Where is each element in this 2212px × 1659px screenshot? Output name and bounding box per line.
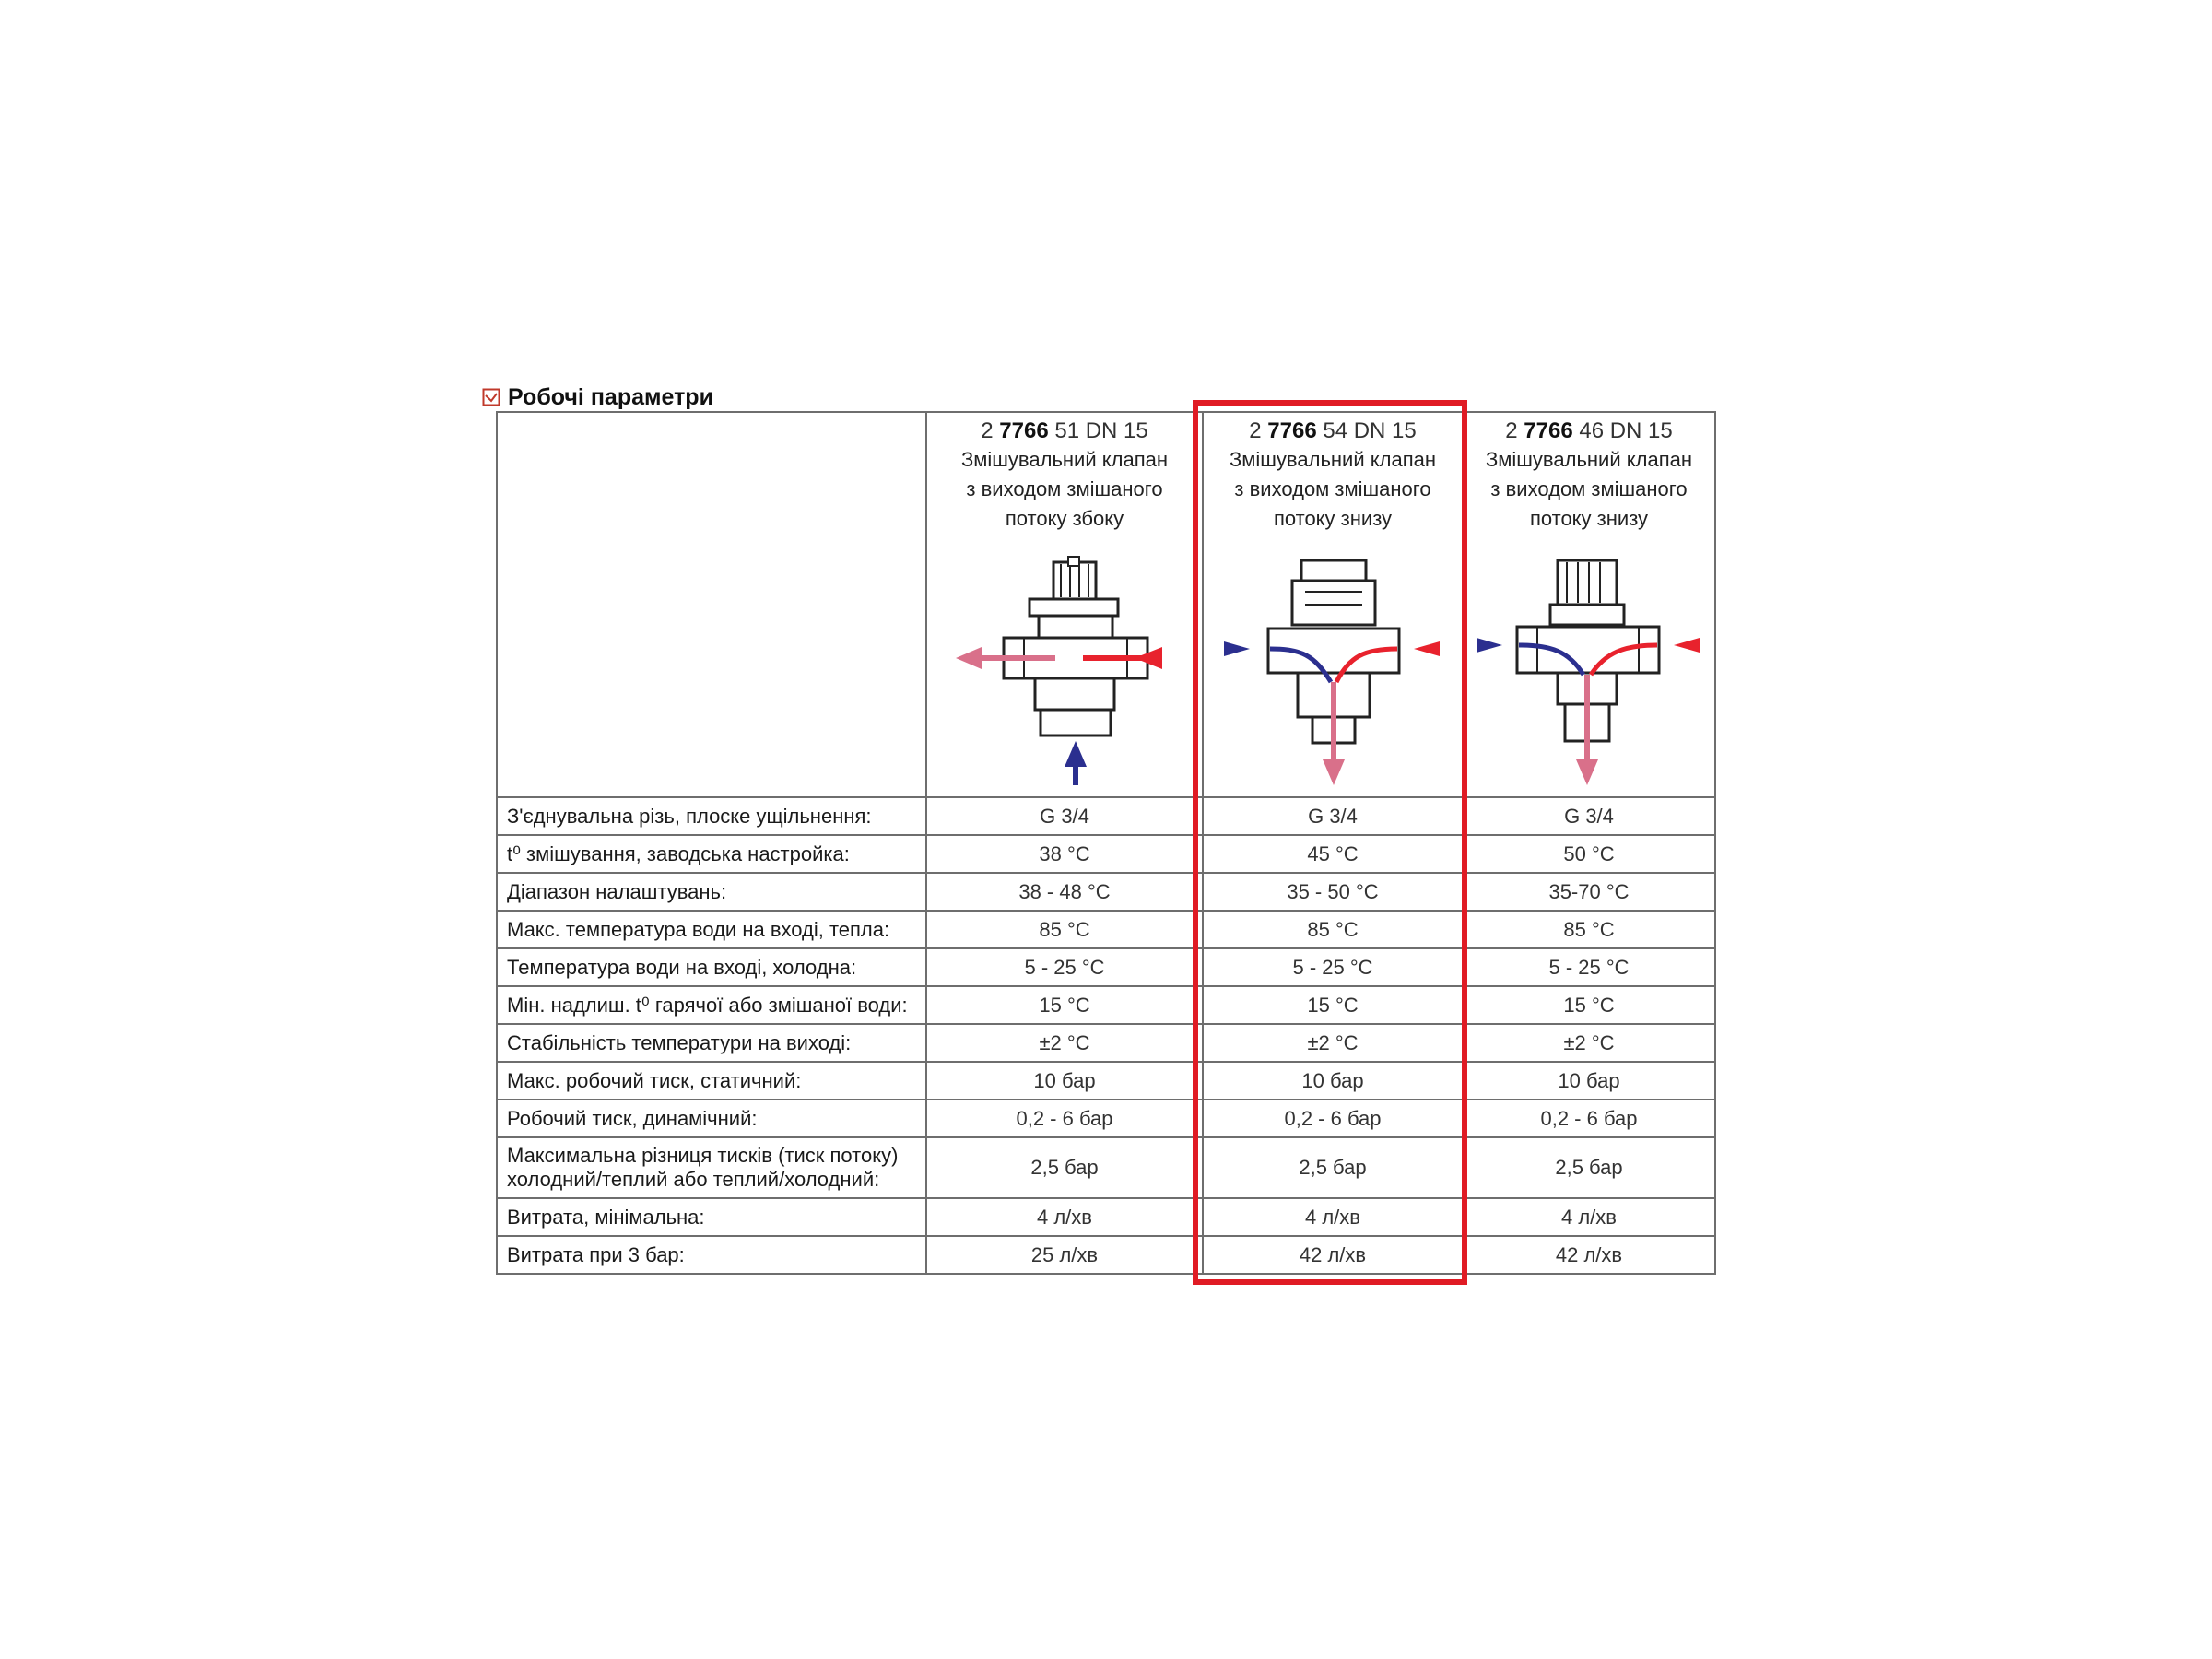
parameter-value: 0,2 - 6 бар <box>1463 1100 1715 1137</box>
parameter-label-line: З'єднувальна різь, плоске ущільнення: <box>507 804 872 828</box>
parameter-value: ±2 °C <box>926 1024 1203 1062</box>
parameter-label-line: Максимальна різниця тисків (тиск потоку) <box>507 1144 899 1167</box>
mixing-valve-side-outlet-icon <box>945 553 1184 793</box>
highlight-frame <box>1193 400 1467 1285</box>
article-number: 2 7766 54 DN 15 <box>1249 418 1417 443</box>
parameter-value: 85 °C <box>1203 911 1463 948</box>
parameter-value: 5 - 25 °C <box>926 948 1203 986</box>
parameter-value: 10 бар <box>926 1062 1203 1100</box>
table-row <box>497 1137 1715 1198</box>
parameter-value: 35-70 °C <box>1463 873 1715 911</box>
parameter-value: 2,5 бар <box>1203 1137 1463 1198</box>
parameter-label <box>497 948 926 986</box>
parameter-value: 50 °C <box>1463 835 1715 873</box>
product-header-cell <box>926 412 1203 797</box>
parameter-value: 38 - 48 °C <box>926 873 1203 911</box>
header-row <box>497 412 1715 797</box>
table-row <box>497 1062 1715 1100</box>
parameter-label <box>497 1062 926 1100</box>
table-row <box>497 911 1715 948</box>
parameters-table <box>496 411 1716 1275</box>
article-number: 2 7766 46 DN 15 <box>1505 418 1673 443</box>
parameter-label-line: Витрата, мінімальна: <box>507 1205 705 1229</box>
parameter-label <box>497 1100 926 1137</box>
table-row <box>497 1100 1715 1137</box>
product-description-line: Змішувальний клапан <box>960 448 1168 471</box>
parameter-label-line: Витрата при 3 бар: <box>507 1242 685 1266</box>
table-row <box>497 1198 1715 1236</box>
parameter-value: 38 °C <box>926 835 1203 873</box>
parameter-value: 85 °C <box>1463 911 1715 948</box>
parameter-label <box>497 911 926 948</box>
parameter-value: G 3/4 <box>1463 797 1715 835</box>
parameter-value: 2,5 бар <box>1463 1137 1715 1198</box>
product-description-line: з виходом змішаного <box>966 477 1163 500</box>
table-row <box>497 835 1715 873</box>
parameter-value: 5 - 25 °C <box>1203 948 1463 986</box>
parameter-label <box>497 835 926 873</box>
parameter-value: 10 бар <box>1463 1062 1715 1100</box>
section-title: Робочі параметри <box>508 383 713 410</box>
parameter-value: 42 л/хв <box>1463 1236 1715 1274</box>
parameter-label <box>497 797 926 835</box>
parameter-value: 2,5 бар <box>926 1137 1203 1198</box>
table-row <box>497 1024 1715 1062</box>
parameter-value: 0,2 - 6 бар <box>926 1100 1203 1137</box>
parameter-label <box>497 986 926 1024</box>
parameter-value: 15 °C <box>1203 986 1463 1024</box>
table-row <box>497 1236 1715 1274</box>
table-row <box>497 873 1715 911</box>
parameter-label <box>497 1024 926 1062</box>
parameter-value: 0,2 - 6 бар <box>1203 1100 1463 1137</box>
parameter-value: 15 °C <box>1463 986 1715 1024</box>
product-description-line: потоку збоку <box>1005 507 1124 530</box>
parameter-value: 85 °C <box>926 911 1203 948</box>
product-description-line: з виходом змішаного <box>1490 477 1688 500</box>
parameter-label <box>497 1137 926 1198</box>
parameter-value: 4 л/хв <box>1203 1198 1463 1236</box>
parameter-value: 4 л/хв <box>926 1198 1203 1236</box>
parameter-value: 15 °C <box>926 986 1203 1024</box>
parameter-label <box>497 1198 926 1236</box>
parameter-label-line: Стабільність температури на виході: <box>507 1030 852 1054</box>
table-row <box>497 797 1715 835</box>
parameter-value: G 3/4 <box>1203 797 1463 835</box>
table-row <box>497 986 1715 1024</box>
parameter-value: 10 бар <box>1203 1062 1463 1100</box>
parameter-label-line: Макс. робочий тиск, статичний: <box>507 1068 802 1092</box>
parameter-label-line: t⁰ змішування, заводська настройка: <box>507 841 850 865</box>
product-description-line: з виходом змішаного <box>1234 477 1431 500</box>
table-row <box>497 948 1715 986</box>
parameter-label-line: холодний/теплий або теплий/холодний: <box>507 1168 880 1191</box>
product-description-line: потоку знизу <box>1273 507 1393 530</box>
parameter-label-line: Макс. температура води на вході, тепла: <box>507 917 890 941</box>
parameter-value: 5 - 25 °C <box>1463 948 1715 986</box>
parameter-value: ±2 °C <box>1203 1024 1463 1062</box>
parameter-value: 25 л/хв <box>926 1236 1203 1274</box>
product-description-line: Змішувальний клапан <box>1485 448 1692 471</box>
header-empty-cell <box>497 412 926 797</box>
product-description-line: Змішувальний клапан <box>1229 448 1436 471</box>
parameter-value: 42 л/хв <box>1203 1236 1463 1274</box>
parameter-value: 4 л/хв <box>1463 1198 1715 1236</box>
checkbox-icon <box>482 388 500 406</box>
parameter-value: 35 - 50 °C <box>1203 873 1463 911</box>
parameter-value: 45 °C <box>1203 835 1463 873</box>
product-description-line: потоку знизу <box>1529 507 1649 530</box>
mixing-valve-bottom-outlet-icon <box>1469 553 1709 793</box>
parameter-label-line: Температура води на вході, холодна: <box>507 955 857 979</box>
parameter-label-line: Діапазон налаштувань: <box>507 879 727 903</box>
article-number: 2 7766 51 DN 15 <box>981 418 1148 443</box>
parameter-label-line: Мін. надлиш. t⁰ гарячої або змішаної води: <box>507 993 908 1017</box>
parameter-label-line: Робочий тиск, динамічний: <box>507 1106 758 1130</box>
product-header-cell <box>1463 412 1715 797</box>
section-heading <box>482 383 713 411</box>
parameter-label <box>497 873 926 911</box>
parameter-label <box>497 1236 926 1274</box>
parameter-value: G 3/4 <box>926 797 1203 835</box>
parameter-value: ±2 °C <box>1463 1024 1715 1062</box>
